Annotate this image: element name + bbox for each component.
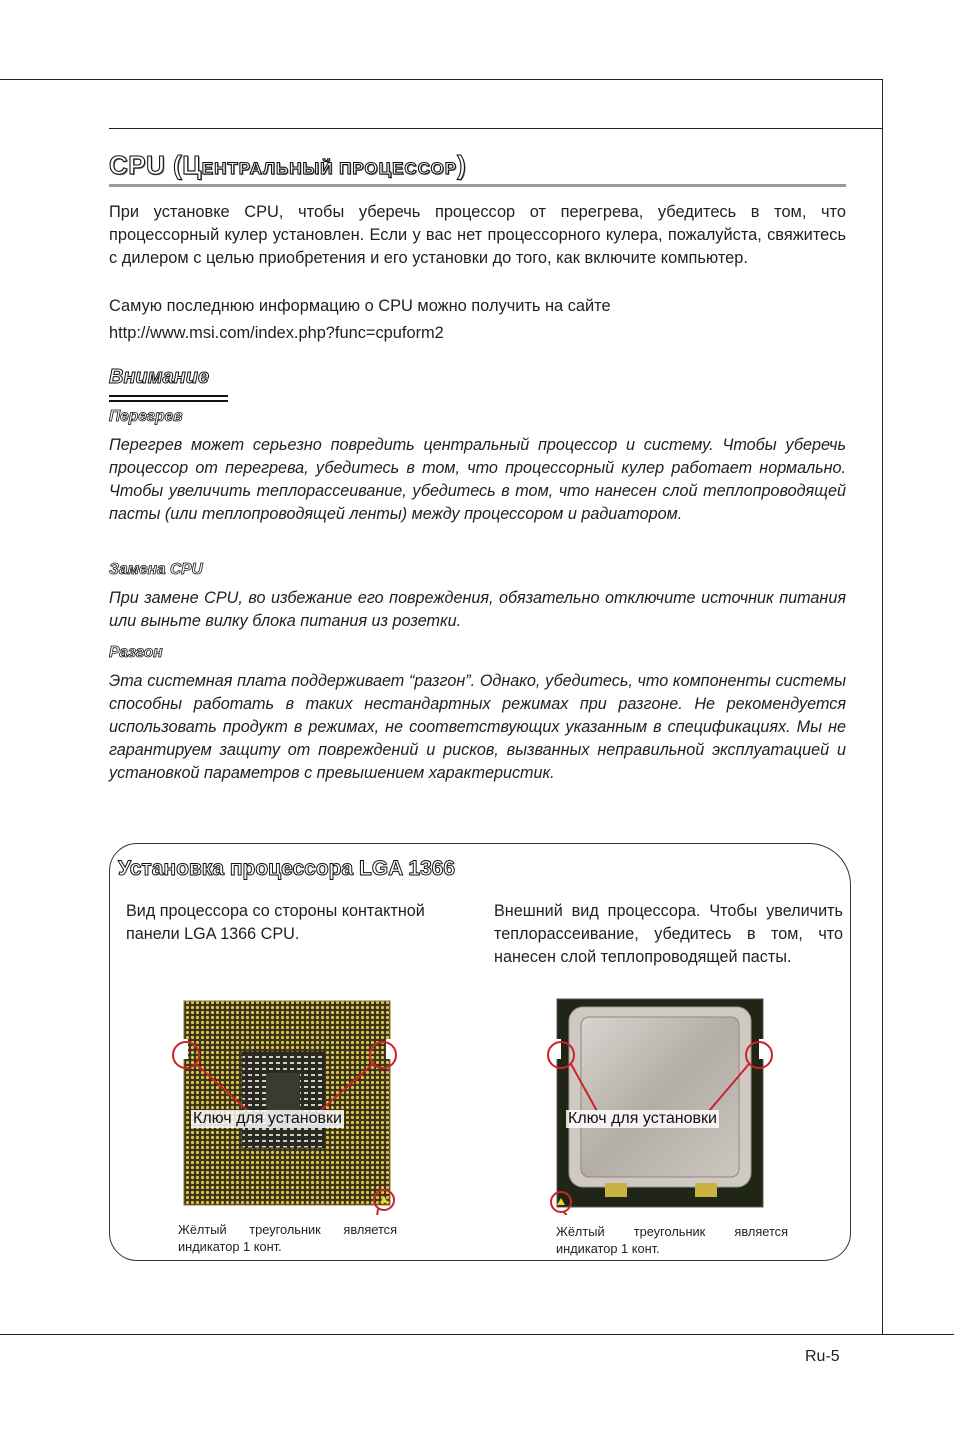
section-title bbox=[109, 150, 466, 181]
title-underline bbox=[109, 184, 846, 187]
pin1-note-left: Жёлтый треугольник является индикатор 1 конт. bbox=[178, 1222, 397, 1254]
attention-title: Внимание bbox=[109, 366, 210, 388]
bottom-rule bbox=[0, 1334, 954, 1335]
replace-cpu-heading: Замена CPU bbox=[109, 561, 203, 578]
replace-cpu-text: При замене CPU, во избежание его повреждения, обязательно отключите источник питания или выньте вилку блока питания из розетки. bbox=[109, 589, 846, 630]
overheat-heading: Перегрев bbox=[109, 408, 183, 425]
install-title: Установка процессора LGA 1366 bbox=[118, 857, 456, 880]
key-label-left: Ключ для установки bbox=[193, 1110, 342, 1127]
title-smallcaps: ЕНТРАЛЬНЫЙ ПРОЦЕССОР bbox=[201, 159, 458, 178]
cpu-heatspreader-image bbox=[545, 995, 775, 1215]
left-caption: Вид процессора со стороны контактной панели LGA 1366 CPU. bbox=[126, 902, 425, 943]
overclock-heading: Разгон bbox=[109, 644, 163, 661]
overclock-text: Эта системная плата поддерживает “разгон”. Однако, убедитесь, что компоненты системы способны работать в таких нестандартных режимах при разгоне. Не рекомендуется использовать продукт в режимах, не соответствующих указанным в спецификациях. Мы не гарантируем защиту от повреждений и рисков, вызванных неправильной эксплуатацией и установкой параметров с превышением характеристик. bbox=[109, 672, 846, 782]
cpu-url-link[interactable]: http://www.msi.com/index.php?func=cpuform2 bbox=[109, 324, 444, 342]
title-prefix: CPU (Ц bbox=[109, 150, 202, 180]
header-rule bbox=[109, 128, 882, 129]
page-number: Ru-5 bbox=[805, 1348, 840, 1365]
right-caption: Внешний вид процессора. Чтобы увеличить теплорассеивание, убедитесь в том, что нанесен слой теплопроводящей пасты. bbox=[494, 902, 843, 966]
top-rule bbox=[0, 79, 882, 80]
right-vertical-rule bbox=[882, 79, 883, 1334]
intro-paragraph: При установке CPU, чтобы уберечь процессор от перегрева, убедитесь в том, что процессорный кулер установлен. Если у вас нет процессорного кулера, пожалуйста, свяжитесь с дилером с целью приобретения и его установки до того, как включите компьютер. bbox=[109, 203, 846, 267]
title-suffix: ) bbox=[457, 150, 467, 180]
attention-underline bbox=[109, 395, 228, 397]
info-paragraph: Самую последнюю информацию о CPU можно получить на сайте bbox=[109, 297, 611, 315]
pin1-note-right: Жёлтый треугольник является индикатор 1 конт. bbox=[556, 1224, 788, 1256]
attention-underline-2 bbox=[109, 400, 228, 402]
key-label-right: Ключ для установки bbox=[568, 1110, 717, 1127]
overheat-text: Перегрев может серьезно повредить центральный процессор и систему. Чтобы уберечь процессор от перегрева, убедитесь в том, что процессорный кулер работает нормально. Чтобы увеличить теплорассеивание, убедитесь в том, что нанесен слой теплопроводящей пасты (или теплопроводящей ленты) между процессором и радиатором. bbox=[109, 436, 846, 523]
cpu-contact-side-image bbox=[170, 995, 400, 1215]
